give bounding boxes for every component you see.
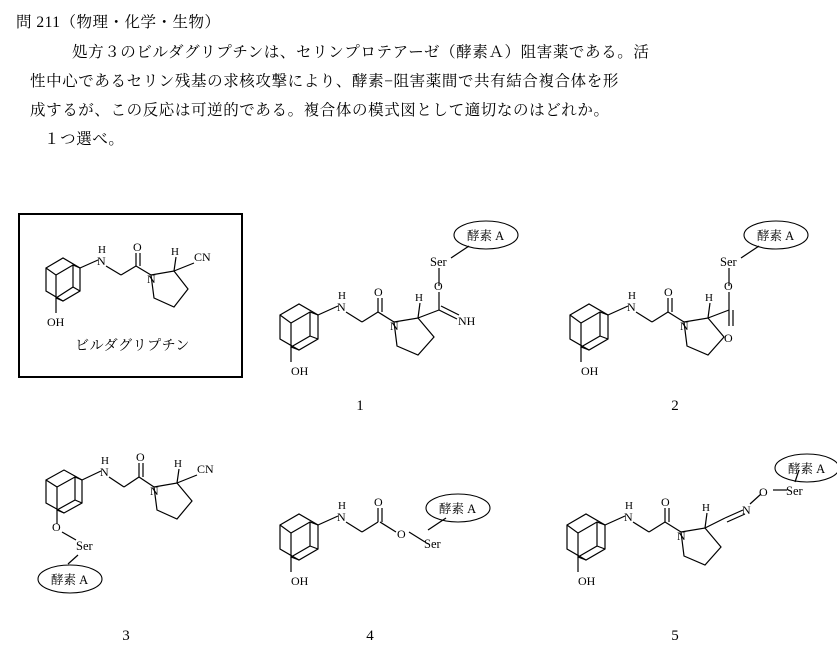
label-n-amine: N: [627, 300, 636, 314]
question-line-2: 性中心であるセリン残基の求核攻撃により、酵素−阻害薬間で共有結合複合体を形: [30, 73, 619, 90]
structure-figure-area: [0, 200, 837, 663]
label-o-carbonyl: O: [133, 240, 142, 254]
label-h-stereo: H: [705, 292, 713, 304]
label-o-carbonyl: O: [374, 495, 383, 509]
label-enzyme-a: 酵素 A: [51, 573, 89, 587]
label-n-amine: N: [97, 254, 106, 268]
label-cn: CN: [197, 462, 214, 476]
question-text: [16, 38, 822, 154]
label-nh-hydrogen: H: [98, 244, 106, 256]
label-oxime-o: O: [759, 485, 768, 499]
reference-caption: ビルダグリプチン: [75, 339, 190, 354]
label-ser: Ser: [76, 539, 93, 553]
label-o-carbonyl: O: [664, 285, 673, 299]
question-line-1: 処方３のビルダグリプチンは、セリンプロテアーゼ（酵素Ａ）阻害薬である。活: [72, 44, 650, 61]
label-h-stereo: H: [174, 458, 182, 470]
label-ether-o: O: [52, 520, 61, 534]
label-ester-o: O: [724, 279, 733, 293]
label-nh-hydrogen: H: [338, 290, 346, 302]
label-ester-o: O: [434, 279, 443, 293]
label-o-carbonyl: O: [136, 450, 145, 464]
label-enzyme-a: 酵素 A: [757, 229, 795, 243]
label-ser: Ser: [720, 255, 737, 269]
label-oh: OH: [291, 364, 309, 378]
option-1-structure: [258, 200, 538, 390]
vildagliptin-structure: [18, 213, 244, 348]
label-cn: CN: [194, 250, 211, 264]
option-2-number: 2: [671, 398, 679, 414]
label-ser: Ser: [786, 484, 803, 498]
label-nh-hydrogen: H: [628, 290, 636, 302]
label-ester-o: O: [397, 527, 406, 541]
label-o-carbonyl: O: [374, 285, 383, 299]
option-4-number: 4: [366, 628, 374, 644]
question-line-3: 成するが、この反応は可逆的である。複合体の模式図として適切なのはどれか。: [30, 102, 610, 119]
label-nh-hydrogen: H: [101, 455, 109, 467]
label-n-amine: N: [337, 300, 346, 314]
label-oh: OH: [581, 364, 599, 378]
reference-compound-box: [18, 213, 243, 378]
label-n-pyrrolidine: N: [390, 319, 399, 333]
label-n-amine: N: [100, 465, 109, 479]
label-n-pyrrolidine: N: [147, 272, 156, 286]
label-h-stereo: H: [171, 246, 179, 258]
label-enzyme-a: 酵素 A: [439, 502, 477, 516]
question-number: 問 211（物理・化学・生物）: [16, 14, 221, 31]
label-enzyme-a: 酵素 A: [788, 462, 826, 476]
label-oh: OH: [578, 574, 596, 588]
label-nh-hydrogen: H: [625, 500, 633, 512]
label-n-amine: N: [624, 510, 633, 524]
label-n-pyrrolidine: N: [677, 529, 686, 543]
option-5-number: 5: [671, 628, 679, 644]
label-oh: OH: [47, 315, 65, 329]
option-2-structure: [548, 200, 828, 390]
question-line-4: １つ選べ。: [44, 131, 125, 148]
option-5-structure: [545, 462, 835, 635]
option-1-number: 1: [356, 398, 364, 414]
label-n-amine: N: [337, 510, 346, 524]
option-3-number: 3: [122, 628, 130, 644]
label-n-pyrrolidine: N: [150, 484, 159, 498]
label-enzyme-a: 酵素 A: [467, 229, 505, 243]
label-ser: Ser: [424, 537, 441, 551]
label-h-stereo: H: [415, 292, 423, 304]
label-imine-nh: NH: [458, 314, 476, 328]
label-oxime-n: N: [742, 503, 751, 517]
label-oh: OH: [291, 574, 309, 588]
label-nh-hydrogen: H: [338, 500, 346, 512]
label-h-stereo: H: [702, 502, 710, 514]
option-3-structure: [18, 452, 248, 622]
label-ketone-o: O: [724, 331, 733, 345]
label-n-pyrrolidine: N: [680, 319, 689, 333]
label-o-carbonyl: O: [661, 495, 670, 509]
option-4-structure: [258, 490, 508, 630]
label-ser: Ser: [430, 255, 447, 269]
